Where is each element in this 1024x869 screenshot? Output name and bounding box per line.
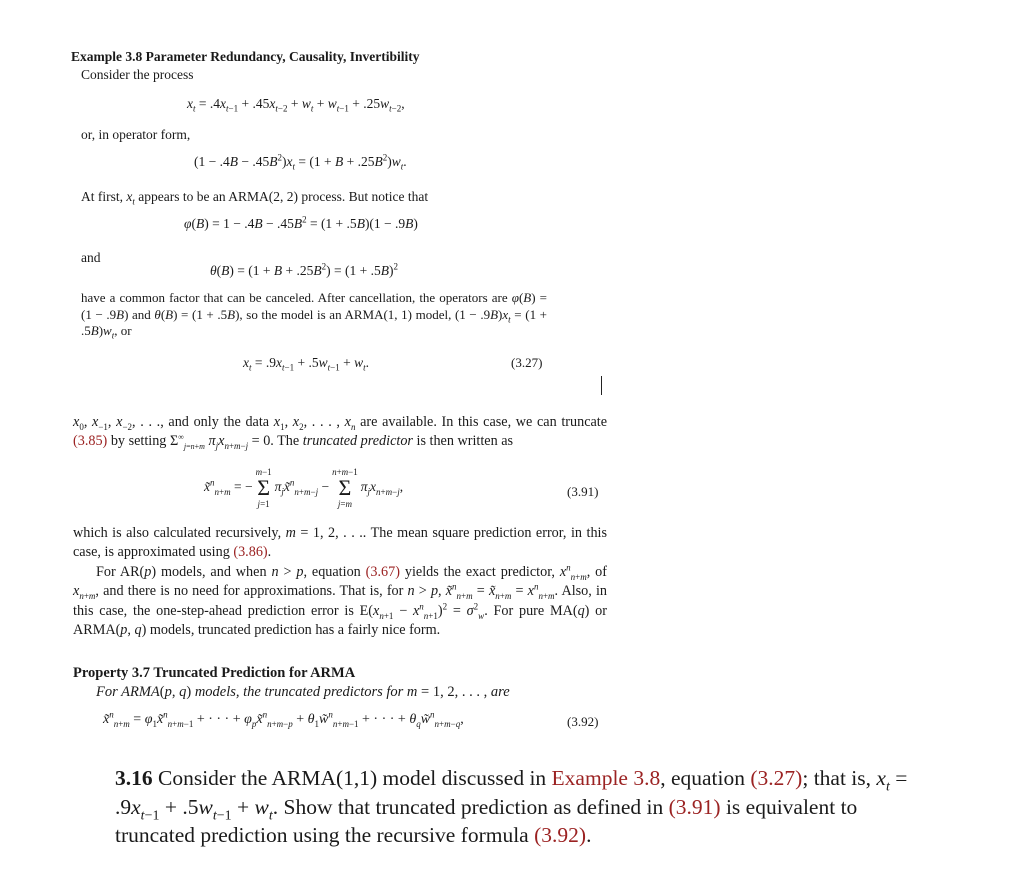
equation-392: x̃$^n_{n+m}$ = $\varphi_1x̃^n_{n+m-1}$ + · · · + $\varphi_px̃^n_{n+m-p}$ + $\theta_1w̃^n_{n+m-1}$ + · · · + $\theta_qw̃^n_{n+m-q}$, <box>103 709 464 729</box>
equation-327: $x_t = .9x_{t-1} + .5w_{t-1} + w_t$. <box>243 355 369 373</box>
exercise-text-a: Consider the ARMA(1,1) model discussed in <box>158 766 547 790</box>
example-heading: Example 3.8 Parameter Redundancy, Causality, Invertibility <box>71 49 420 64</box>
ref-391-link[interactable]: (3.91) <box>668 794 721 819</box>
exercise-number: 3.16 <box>115 766 153 790</box>
example-intro: Consider the process <box>81 67 194 82</box>
recursive-paragraph: which is also calculated recursively, m = 1, 2, . . .. The mean square prediction error, in this case, is approximated using (3.86). <box>73 525 607 561</box>
equation-391: x̃$^n_{n+m}$ = − m−1 Σ j=1 $\pi_jx̃^n_{n+m-j}$ − n+m−1 Σ j=m $\pi_jx_{n+m-j}$, <box>204 467 404 509</box>
ar-models-paragraph: For AR(p) models, and when n > p, equation (3.67) yields the exact predictor, $x^n_{n+m}$, of $x_{n+m}$, and there is no need for approximations. That is, for n > p, x̃$^n_{n+m}$ = $x̃_{n+m} = x^n_{n+m}$. Also, in this case, the one-step-ahead prediction error is $E(x_{n+1} - x^n_{n+1})^2 = \sigma^2_w$. For pure MA(q) or ARMA(p, q) models, truncated prediction has a fairly nice form. <box>73 562 607 639</box>
and-text: and <box>81 250 101 265</box>
equation-number-392: (3.92) <box>567 714 599 729</box>
exercise-3-16: 3.16 Consider the ARMA(1,1) model discussed in Example 3.8, equation (3.27); that is, $x_t = .9x_{t-1} + .5w_{t-1} + w_t$. Show that truncated prediction as defined in (3.91) is equivalent to truncated prediction using the recursive formula (3.92). <box>115 766 908 847</box>
equation-number-391: (3.91) <box>567 484 599 499</box>
example-3-8-link[interactable]: Example 3.8 <box>551 766 661 790</box>
equation-phi: $\varphi(B) = 1 - .4B - .45B^2 = (1 + .5B)(1 - .9B)$ <box>184 214 418 231</box>
ref-386-link[interactable]: (3.86) <box>233 544 268 561</box>
ref-392-link[interactable]: (3.92) <box>534 823 587 847</box>
ref-327-link[interactable]: (3.27) <box>750 766 803 790</box>
text-cursor <box>601 376 602 395</box>
ref-367-link[interactable]: (3.67) <box>365 564 400 580</box>
equation-theta: $\theta(B) = (1 + B + .25B^2) = (1 + .5B)^2$ <box>210 261 398 278</box>
equation-operator: $(1 - .4B - .45B^2)x_t = (1 + B + .25B^2)w_t$. <box>194 152 407 172</box>
ref-385-link[interactable]: (3.85) <box>73 433 108 450</box>
equation-number-327: (3.27) <box>511 355 543 370</box>
property-heading: Property 3.7 Truncated Prediction for ARMA <box>73 665 356 681</box>
common-factor-paragraph: have a common factor that can be canceled. After cancellation, the operators are φ(B) = (1 − .9B) and θ(B) = (1 + .5B), so the model is an ARMA(1, 1) model, $(1 - .9B)x_t = (1 + .5B)w_t$, or <box>81 290 548 341</box>
truncation-paragraph: $x_0$, $x_{-1}$, $x_{-2}$, . . ., and only the data $x_1$, $x_2$, . . . , $x_n$ are available. In this case, we can truncate (3.85) by setting $\Sigma^\infty_{j=n+m}$ $\pi_jx_{n+m-j} = 0$. The truncated predictor is then written as <box>73 414 608 452</box>
truncated-predictor-term: truncated predictor <box>302 433 413 450</box>
at-first-text: At first, $x_t$ appears to be an ARMA(2, 2) process. But notice that <box>81 189 429 207</box>
equation-process: $x_t = .4x_{t-1} + .45x_{t-2} + w_t + w_{t-1} + .25w_{t-2}$, <box>187 96 405 114</box>
operator-form-text: or, in operator form, <box>81 127 191 142</box>
exercise-text-b: , equation <box>660 766 746 790</box>
property-statement: For ARMA(p, q) models, the truncated predictors for m = 1, 2, . . . , are <box>96 684 510 700</box>
